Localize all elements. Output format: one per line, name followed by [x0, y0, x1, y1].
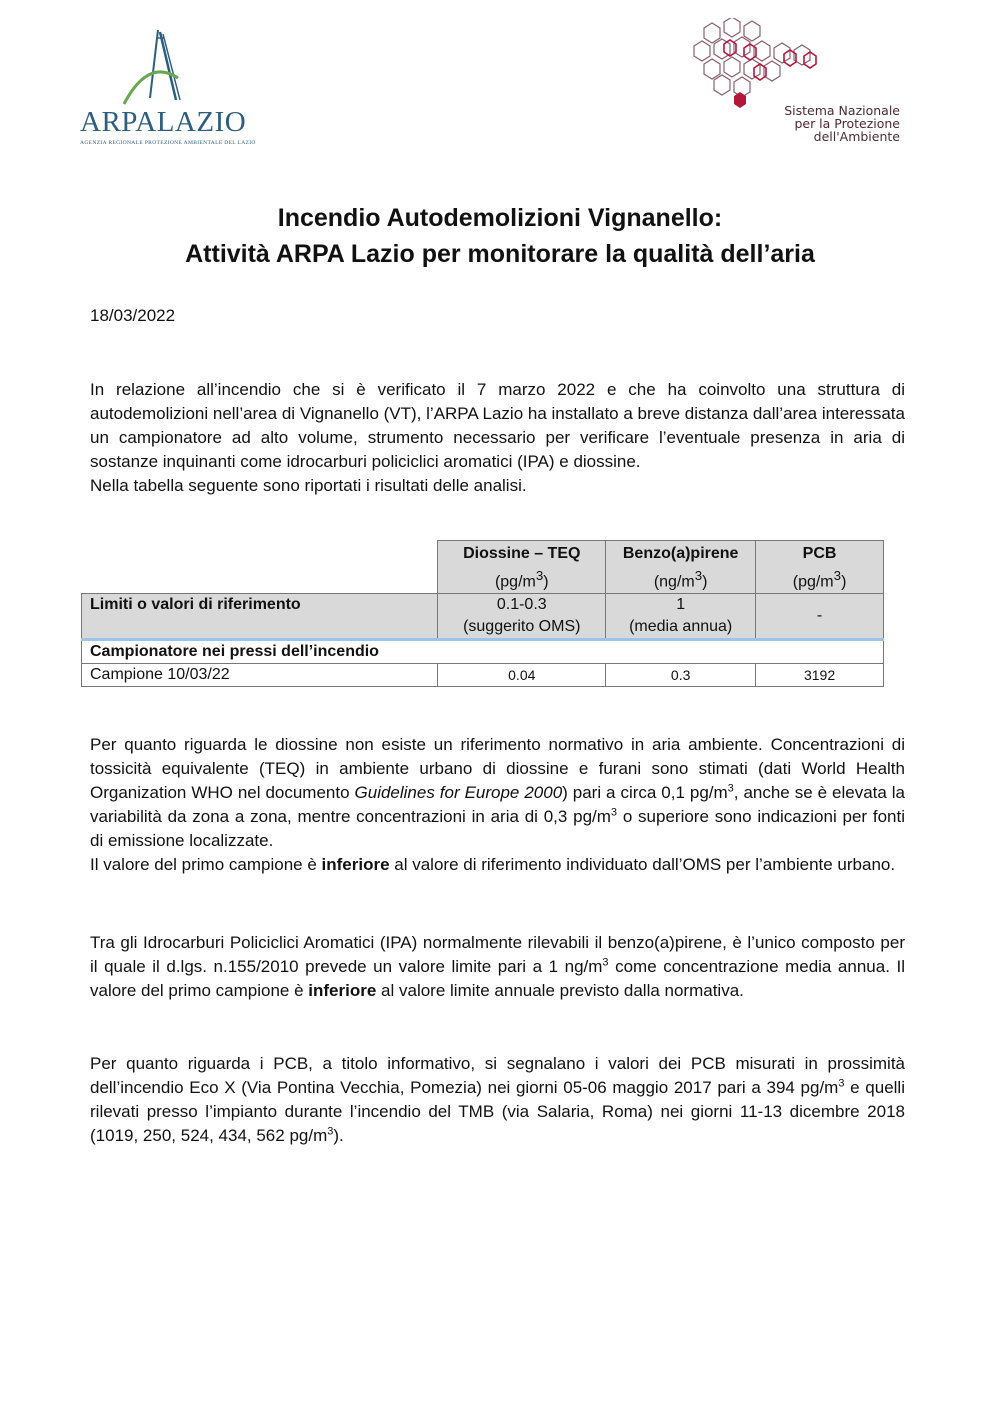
diossine-section	[90, 733, 905, 877]
section-row	[82, 640, 884, 664]
column-header-pcb: PCB $(pg/m^3)$	[756, 541, 884, 594]
table-row	[82, 664, 884, 687]
document-date: 18/03/2022	[90, 306, 176, 325]
pcb-section	[90, 1052, 905, 1148]
title-line-2: Attività ARPA Lazio per monitorare la qualità dell’aria	[185, 240, 815, 268]
snpa-line-2: per la Protezione	[794, 116, 900, 131]
sample-value-benzopirene: 0.3	[606, 664, 756, 687]
page-title	[0, 200, 1000, 272]
reference-row	[82, 594, 884, 640]
arpa-lazio-logo	[80, 28, 256, 146]
ipa-paragraph: Tra gli Idrocarburi Policiclici Aromatici (IPA) normalmente rilevabili il benzo(a)pirene, è l’unico composto per il quale il d.lgs. n.155/2010 prevede un valore limite pari a 1 $ng/m^3$ come concentrazione media annua. Il valore del primo campione è inferiore al valore limite annuale previsto dalla normativa.	[90, 933, 905, 1000]
title-line-1: Incendio Autodemolizioni Vignanello:	[277, 204, 723, 232]
intro-section	[90, 378, 905, 498]
pcb-paragraph: Per quanto riguarda i PCB, a titolo informativo, si segnalano i valori dei PCB misurati in prossimità dell’incendio Eco X (Via Pontina Vecchia, Pomezia) nei giorni 05-06 maggio 2017 pari a 394 $pg/m^3$ e quelli rilevati presso l’impianto durante l’incendio del TMB (via Salaria, Roma) nei giorni 11-13 dicembre 2018 (1019, 250, 524, 434, 562 $pg/m^3$).	[90, 1054, 905, 1145]
arpa-mountain-icon	[118, 28, 198, 108]
diossine-paragraph: Per quanto riguarda le diossine non esiste un riferimento normativo in aria ambiente. Concentrazioni di tossicità equivalente (TEQ) in ambiente urbano di diossine e furani sono stimati (dati World Health Organization WHO nel documento Guidelines for Europe 2000) pari a circa 0,1 $pg/m^3$, anche se è elevata la variabilità da zona a zona, mentre concentrazioni in aria di 0,3 $pg/m^3$ o superiore sono indicazioni per fonti di emissione localizzate.	[90, 735, 905, 850]
reference-value-diossine: 0.1-0.3 (suggerito OMS)	[438, 594, 606, 640]
reference-value-pcb: -	[756, 594, 884, 640]
sample-label: Campione 10/03/22	[82, 664, 438, 687]
intro-paragraph: In relazione all’incendio che si è verificato il 7 marzo 2022 e che ha coinvolto una struttura di autodemolizioni nell’area di Vignanello (VT), l’ARPA Lazio ha installato a breve distanza dall’area interessata un campionatore ad alto volume, strumento necessario per verificare l’eventuale presenza in aria di sostanze inquinanti come idrocarburi policiclici aromatici (IPA) e diossine.	[90, 380, 905, 471]
section-label: Campionatore nei pressi dell’incendio	[82, 640, 884, 664]
reference-value-benzopirene: 1 (media annua)	[606, 594, 756, 640]
arpa-logo-subtitle: AGENZIA REGIONALE PROTEZIONE AMBIENTALE DEL LAZIO	[80, 140, 256, 146]
campione-paragraph: Il valore del primo campione è inferiore al valore di riferimento individuato dall’OMS per l’ambiente urbano.	[90, 855, 896, 874]
ipa-section	[90, 931, 905, 1003]
snpa-logo-text	[730, 104, 900, 143]
column-header-benzopirene: Benzo(a)pirene $(ng/m^3)$	[606, 541, 756, 594]
arpa-logo-text: ARPALAZIO	[80, 106, 247, 138]
snpa-line-1: Sistema Nazionale	[784, 103, 900, 118]
table-header-row	[82, 541, 884, 594]
results-table	[81, 540, 884, 687]
table-corner	[82, 541, 438, 594]
snpa-logo	[690, 18, 900, 148]
snpa-line-3: dell'Ambiente	[813, 129, 900, 144]
table-intro-paragraph: Nella tabella seguente sono riportati i risultati delle analisi.	[90, 476, 527, 495]
snpa-hexagon-icon	[690, 18, 890, 108]
reference-label: Limiti o valori di riferimento	[82, 594, 438, 640]
sample-value-pcb: 3192	[756, 664, 884, 687]
column-header-diossine: Diossine – TEQ $(pg/m^3)$	[438, 541, 606, 594]
sample-value-diossine: 0.04	[438, 664, 606, 687]
